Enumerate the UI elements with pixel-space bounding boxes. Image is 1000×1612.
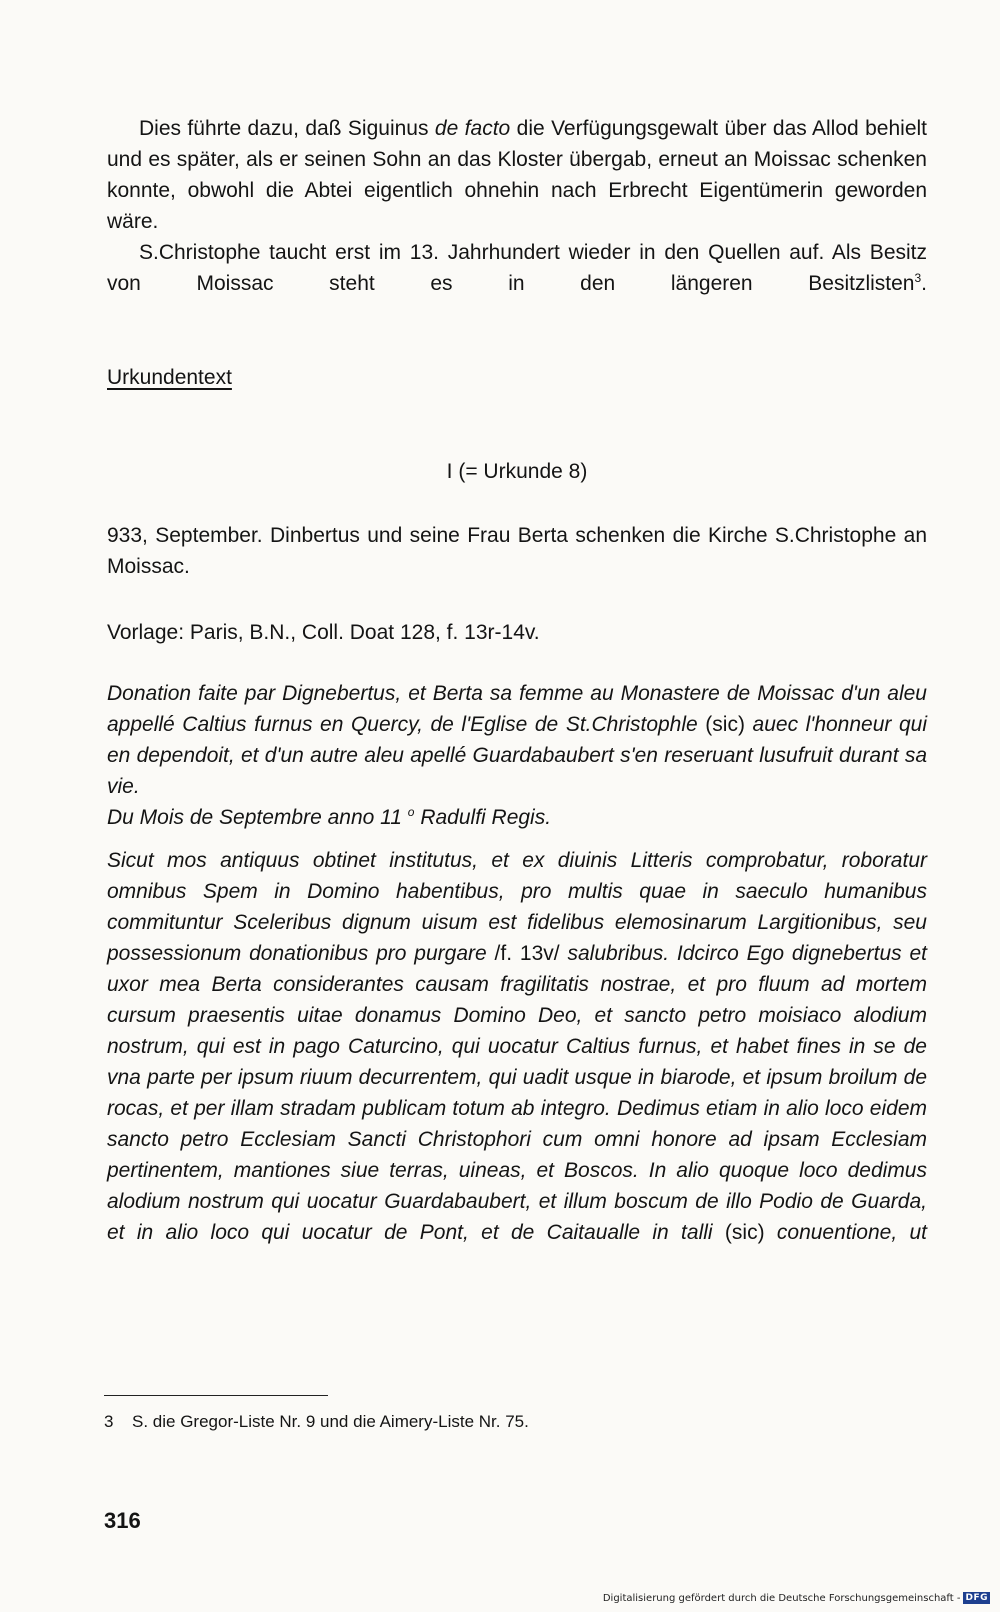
charter-summary: 933, September. Dinbertus und seine Frau Berta schenken die Kirche S.Christophe an Moissac. — [107, 524, 927, 578]
footnote-reference: 3 — [914, 271, 922, 285]
footnote — [104, 1410, 529, 1434]
french-note-date — [107, 802, 927, 833]
latin-part-1: Sicut mos antiquus obtinet institutus, et ex diuinis Litteris comprobatur, roboratur omnibus Spem in Domino habentibus, pro multis quae in saeculo humanibus commituntur Sceleribus dignum uisum est fidelibus elemosinarum Largitionibus, seu possessionum donationibus pro purgare — [107, 849, 927, 965]
latin-charter-text — [107, 845, 927, 1248]
page-number: 316 — [104, 1508, 141, 1533]
dfg-logo: DFG — [965, 1593, 988, 1603]
section-heading: Urkundentext — [107, 366, 232, 389]
charter-heading: I (= Urkunde 8) — [446, 460, 588, 483]
sic-marker: (sic) — [705, 713, 745, 736]
footnote-number: 3 — [104, 1412, 114, 1431]
french-date-b: Radulfi Regis. — [414, 806, 552, 829]
footnote-text: S. die Gregor-Liste Nr. 9 und die Aimery-Liste Nr. 75. — [132, 1412, 529, 1431]
french-note-part-2: auec l'honneur qui en dependoit, et d'un autre aleu apellé Guardabaubert s'en reseruant lusufruit durant sa vie. — [107, 713, 927, 798]
latin-part-2: salubribus. Idcirco Ego dignebertus et uxor mea Berta considerantes causam fragilitatis nostrae, et pro fluum ad mortem cursum praesentis uitae donamus Domino Deo, et sancto petro moisiaco alodium nostrum, qui est in pago Caturcino, qui uocatur Caltius furnus, et habet fines in se de vna parte per ipsum riuum decurrentem, qui uadit usque in biarode, et ipsum broilum de rocas, et per illam stradam publicam totum ab integro. Dedimus etiam in alio loco eidem sancto petro Ecclesiam Sancti Christophori cum omni honore ad ipsam Ecclesiam pertinentem, mantiones siue terras, uineas, et Boscos. In alio quoque loco dedimus alodium nostrum qui uocatur Guardabaubert, et illum boscum de illo Podio de Guarda, et in alio loco qui uocatur de Pont, et de Caitaualle in talli — [107, 942, 928, 1244]
sic-marker-latin: (sic) — [724, 1221, 765, 1244]
latin-part-3: conuentione, ut — [764, 1221, 927, 1244]
intro-p2-end: . — [921, 272, 927, 295]
charter-source: Vorlage: Paris, B.N., Coll. Doat 128, f. 13r-14v. — [107, 621, 540, 644]
intro-p1-text-a: Dies führte dazu, daß Siguinus — [139, 117, 435, 140]
intro-p2-text: S.Christophe taucht erst im 13. Jahrhundert wieder in den Quellen auf. Als Besitz von Moissac steht es in den längeren Besitzlisten — [107, 241, 927, 295]
french-note — [107, 678, 927, 833]
digitization-credit — [603, 1592, 990, 1604]
folio-marker: /f. 13v/ — [494, 942, 560, 965]
ordinal-mark: o — [407, 805, 415, 819]
credit-text: Digitalisierung gefördert durch die Deutsche Forschungsgemeinschaft - — [602, 1592, 961, 1604]
intro-section — [107, 113, 927, 299]
intro-p1-text-b: die Verfügungsgewalt über das Allod behielt und es später, als er seinen Sohn an das Kloster übergab, erneut an Moissac schenken konnte, obwohl die Abtei eigentlich ohnehin nach Erbrecht Eigentümerin geworden wäre. — [107, 117, 927, 233]
intro-paragraph-1 — [107, 113, 927, 237]
intro-paragraph-2 — [107, 237, 927, 299]
french-note-text — [107, 678, 927, 802]
footnote-separator — [104, 1395, 328, 1396]
intro-p1-italic: de facto — [434, 117, 511, 140]
french-note-part-1: Donation faite par Dignebertus, et Berta sa femme au Monastere de Moissac d'un aleu appellé Caltius furnus en Quercy, de l'Eglise de St.Christophle — [107, 682, 927, 736]
french-date-a: Du Mois de Septembre anno 11 — [107, 806, 408, 829]
